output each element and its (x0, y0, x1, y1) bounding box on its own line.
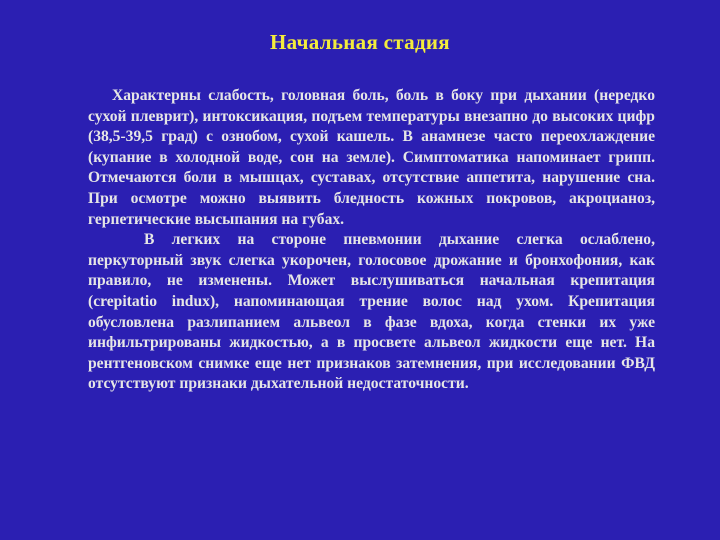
paragraph-lung-findings: В легких на стороне пневмонии дыхание слегка ослаблено, перкуторный звук слегка укорочен, голосовое дрожание и бронхофония, как правило, не изменены. Может выслушиваться начальная крепитация (crepitatio indux), напоминающая трение волос над ухом. Крепитация обусловлена разлипанием альвеол в фазе вдоха, когда стенки их уже инфильтрированы жидкостью, а в просвете альвеол жидкости еще нет. На рентгеновском снимке еще нет признаков затемнения, при исследовании ФВД отсутствуют признаки дыхательной недостаточности. (88, 231, 655, 393)
slide-body (88, 86, 655, 395)
slide-title: Начальная стадия (270, 30, 450, 54)
paragraph-symptoms: Характерны слабость, головная боль, боль в боку при дыхании (нередко сухой плеврит), интоксикация, подъем температуры внезапно до высоких цифр (38,5-39,5 град) с ознобом, сухой кашель. В анамнезе часто переохлаждение (купание в холодной воде, сон на земле). Симптоматика напоминает грипп. Отмечаются боли в мышцах, суставах, отсутствие аппетита, нарушение сна. При осмотре можно выявить бледность кожных покровов, акроцианоз, герпетические высыпания на губах. (88, 87, 655, 228)
